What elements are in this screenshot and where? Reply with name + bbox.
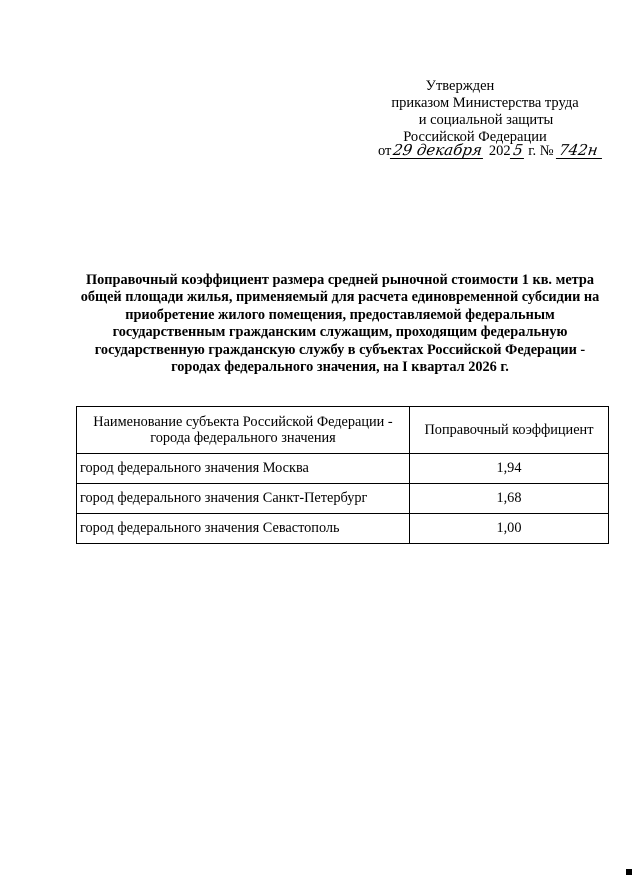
date-prefix: от [378,143,392,159]
approval-line-federation: Российской Федерации [403,129,547,145]
title-line: общей площади жилья, применяемый для расчета единовременной субсидии на [80,289,600,306]
title-line: городах федерального значения, на I квартал 2026 г. [171,359,509,376]
handwritten-date: 29 декабря [392,141,484,159]
scan-corner-mark [626,869,632,875]
subject-cell: город федерального значения Москва [77,454,410,484]
date-year-end: г. № [528,143,554,159]
document-title [60,272,620,376]
title-line: Поправочный коэффициент размера средней рыночной стоимости 1 кв. метра [86,272,594,288]
column-header-subject: Наименование субъекта Российской Федерации - города федерального значения [77,407,410,454]
coefficient-cell: 1,68 [409,484,608,514]
table-row [77,454,609,484]
coefficient-cell: 1,94 [409,454,608,484]
subject-cell: город федерального значения Санкт-Петербург [77,484,410,514]
approval-stamp [330,78,630,146]
date-year-prefix: 202 [488,143,511,159]
title-line: государственную гражданскую службу в субъектах Российской Федерации - [94,341,586,358]
coefficient-table [76,406,609,544]
table-header-row [77,407,609,454]
approval-line-order: приказом Министерства труда [391,95,579,111]
handwritten-year-digit: 5 [509,143,525,159]
column-header-coefficient: Поправочный коэффициент [409,407,608,454]
table-row [77,514,609,544]
approval-date-line [378,143,603,160]
handwritten-order-number: 742н [556,143,604,159]
subject-cell: город федерального значения Севастополь [77,514,410,544]
title-line: государственным гражданским служащим, проходящим федеральную [112,324,568,341]
approval-line-social: и социальной защиты [418,112,554,128]
table-row [77,484,609,514]
coefficient-cell: 1,00 [409,514,608,544]
title-line: приобретение жилого помещения, предоставляемой федеральным [125,306,555,323]
approval-line-approved: Утвержден [425,78,495,94]
